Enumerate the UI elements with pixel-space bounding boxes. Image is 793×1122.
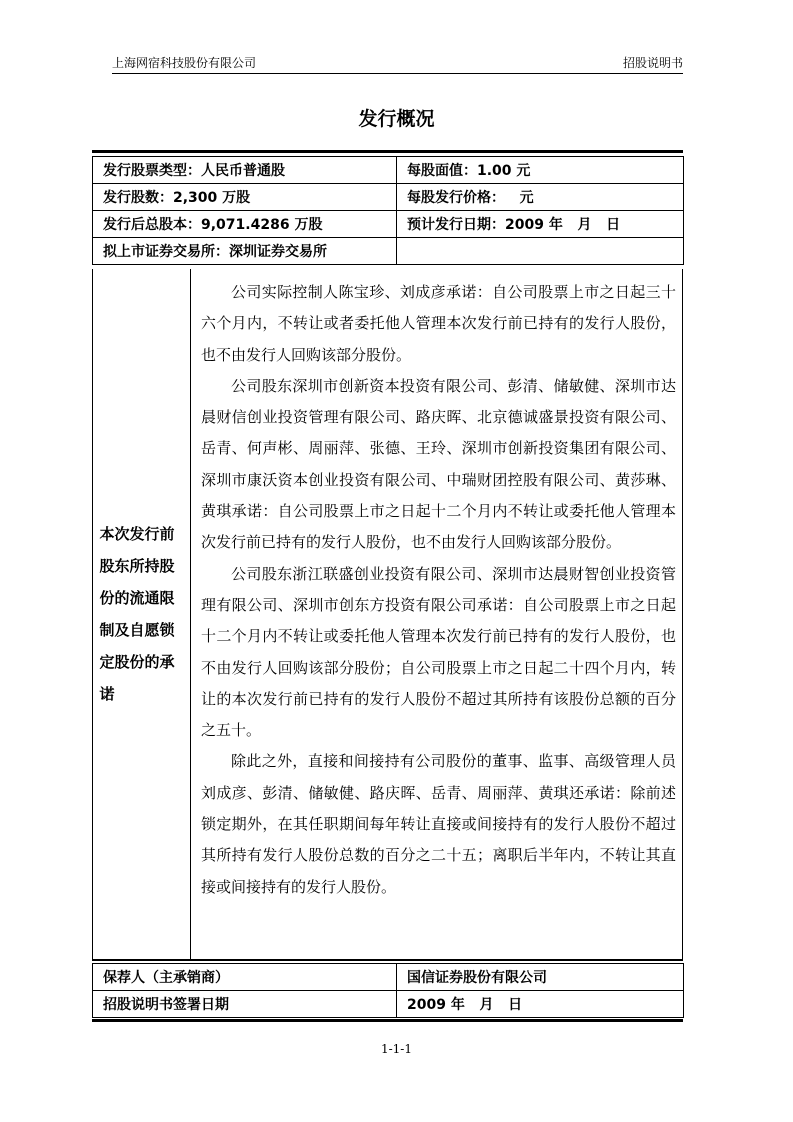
sponsor-name-cell: 国信证券股份有限公司 <box>397 964 684 991</box>
signing-date-cell: 2009 年 月 日 <box>397 991 684 1018</box>
issue-info-table <box>92 156 684 265</box>
page-title: 发行概况 <box>358 108 435 130</box>
table-row <box>93 157 684 184</box>
sponsor-label-cell: 保荐人（主承销商） <box>93 964 397 991</box>
issue-date-cell: 预计发行日期：2009 年 月 日 <box>397 211 684 238</box>
stock-type-cell: 发行股票类型：人民币普通股 <box>93 157 397 184</box>
table-row <box>93 184 684 211</box>
table-row <box>93 964 684 991</box>
sponsor-table <box>92 963 684 1018</box>
commitment-label: 本次发行前股东所持股份的流通限制及自愿锁定股份的承诺 <box>99 525 175 703</box>
table-row <box>93 238 684 265</box>
header-doc-type: 招股说明书 <box>622 56 683 70</box>
commitment-paragraph: 公司实际控制人陈宝珍、刘成彦承诺：自公司股票上市之日起三十六个月内，不转让或者委托他人管理本次发行前已持有的发行人股份，也不由发行人回购该部分股份。 <box>201 283 676 364</box>
header-rule <box>112 73 683 74</box>
signing-date-label-cell: 招股说明书签署日期 <box>93 991 397 1018</box>
exchange-cell: 拟上市证券交易所：深圳证券交易所 <box>93 238 397 265</box>
issue-price-cell: 每股发行价格： 元 <box>397 184 684 211</box>
table-bottom-rule <box>92 1019 683 1022</box>
empty-cell <box>397 238 684 265</box>
table-row <box>93 991 684 1018</box>
commitment-paragraph: 公司股东浙江联盛创业投资有限公司、深圳市达晨财智创业投资管理有限公司、深圳市创东方投资有限公司承诺：自公司股票上市之日起十二个月内不转让或委托他人管理本次发行前已持有的发行人股份，也不由发行人回购该部分股份；自公司股票上市之日起二十四个月内，转让的本次发行前已持有的发行人股份不超过其所持有该股份总额的百分之五十。 <box>201 564 676 740</box>
commitment-paragraph: 除此之外，直接和间接持有公司股份的董事、监事、高级管理人员刘成彦、彭清、储敏健、路庆晖、岳青、周丽萍、黄琪还承诺：除前述锁定期外，在其任职期间每年转让直接或间接持有的发行人股份不超过其所持有发行人股份总数的百分之二十五；离职后半年内，不转让其直接或间接持有的发行人股份。 <box>201 752 676 896</box>
section-divider <box>92 960 683 961</box>
table-top-rule <box>92 150 683 153</box>
commitment-label-cell <box>93 269 191 959</box>
page-number: 1-1-1 <box>380 1042 412 1056</box>
header-company: 上海网宿科技股份有限公司 <box>112 56 257 70</box>
share-count-cell: 发行股数：2,300 万股 <box>93 184 397 211</box>
commitment-paragraph: 公司股东深圳市创新资本投资有限公司、彭清、储敏健、深圳市达晨财信创业投资管理有限公司、路庆晖、北京德诚盛景投资有限公司、岳青、何声彬、周丽萍、张德、王玲、深圳市创新投资集团有限公司、深圳市康沃资本创业投资有限公司、中瑞财团控股有限公司、黄莎琳、黄琪承诺：自公司股票上市之日起十二个月内不转让或委托他人管理本次发行前已持有的发行人股份，也不由发行人回购该部分股份。 <box>201 376 676 552</box>
table-row <box>93 211 684 238</box>
par-value-cell: 每股面值：1.00 元 <box>397 157 684 184</box>
commitment-body <box>191 277 682 903</box>
lockup-commitment-section <box>92 269 683 960</box>
total-capital-cell: 发行后总股本：9,071.4286 万股 <box>93 211 397 238</box>
